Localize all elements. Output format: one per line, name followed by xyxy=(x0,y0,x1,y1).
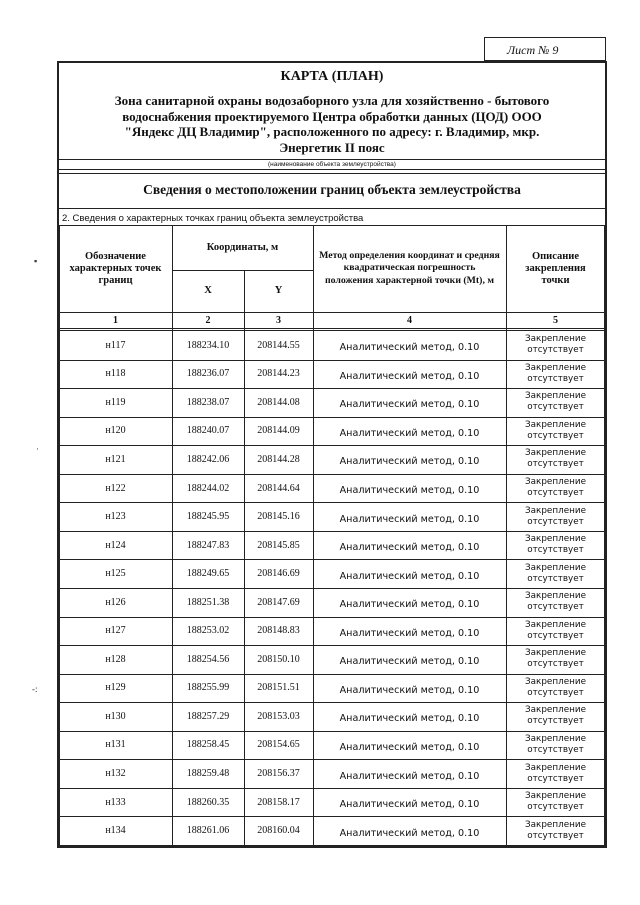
coord-x: 188259.48 xyxy=(186,768,230,780)
coord-y: 208150.10 xyxy=(257,653,300,665)
method-cell: Аналитический метод, 0.10 xyxy=(339,456,480,468)
method-cell: Аналитический метод, 0.10 xyxy=(339,542,480,554)
column-number: 5 xyxy=(553,315,558,326)
table-border xyxy=(172,270,313,271)
coord-y: 208153.03 xyxy=(257,710,300,722)
description-cell: Закрепление отсутствует xyxy=(524,791,586,813)
column-number: 2 xyxy=(205,315,211,326)
column-number: 1 xyxy=(113,315,118,326)
column-divider xyxy=(313,225,314,845)
document-title: КАРТА (ПЛАН) xyxy=(280,69,384,84)
description-cell: Закрепление отсутствует xyxy=(524,762,586,784)
scan-mark: -: xyxy=(32,684,38,694)
coord-y: 208160.04 xyxy=(257,825,300,837)
coord-x: 188260.35 xyxy=(186,796,230,808)
coord-y: 208158.17 xyxy=(257,796,300,808)
column-divider xyxy=(604,225,605,845)
point-id: н125 xyxy=(105,568,126,580)
coord-x: 188258.45 xyxy=(186,739,230,751)
column-divider xyxy=(59,225,60,845)
method-cell: Аналитический метод, 0.10 xyxy=(339,599,480,611)
coord-x: 188253.02 xyxy=(186,625,230,637)
subtitle-line: водоснабжения проектируемого Центра обработки данных (ЦОД) ООО xyxy=(122,108,542,124)
point-id: н134 xyxy=(105,825,126,837)
subtitle-line: Зона санитарной охраны водозаборного узла для хозяйственно - бытового xyxy=(114,93,550,108)
coord-y: 208145.85 xyxy=(257,539,300,551)
point-id: н119 xyxy=(105,396,126,408)
coord-y: 208156.37 xyxy=(257,768,300,780)
description-cell: Закрепление отсутствует xyxy=(524,362,586,384)
divider xyxy=(59,173,605,174)
coord-x: 188257.29 xyxy=(186,710,230,722)
divider xyxy=(59,208,605,209)
table-border xyxy=(59,225,605,226)
coord-x: 188238.07 xyxy=(186,396,230,408)
method-cell: Аналитический метод, 0.10 xyxy=(339,770,480,782)
section-subheading: 2. Сведения о характерных точках границ объекта землеустройства xyxy=(62,213,364,224)
method-cell: Аналитический метод, 0.10 xyxy=(339,399,480,411)
header-description: Описание закрепления точки xyxy=(525,250,586,286)
coord-x: 188247.83 xyxy=(186,539,230,551)
method-cell: Аналитический метод, 0.10 xyxy=(339,627,480,639)
coord-y: 208151.51 xyxy=(257,682,300,694)
description-cell: Закрепление отсутствует xyxy=(524,676,586,698)
coord-y: 208144.09 xyxy=(257,425,300,437)
divider xyxy=(59,169,605,170)
header-method: Метод определения координат и средняя квадратическая погрешность положения характерной точки (Mt), м xyxy=(319,249,500,286)
coord-y: 208154.65 xyxy=(257,739,300,751)
description-cell: Закрепление отсутствует xyxy=(524,648,586,670)
description-cell: Закрепление отсутствует xyxy=(524,505,586,527)
coord-y: 208148.83 xyxy=(257,625,300,637)
table-border xyxy=(59,312,605,313)
point-id: н117 xyxy=(105,339,126,351)
header-x: X xyxy=(204,285,212,296)
coord-x: 188255.99 xyxy=(186,682,230,694)
document-subtitle xyxy=(59,93,605,155)
method-cell: Аналитический метод, 0.10 xyxy=(339,370,480,382)
coord-x: 188236.07 xyxy=(186,368,230,380)
coord-x: 188245.95 xyxy=(186,511,230,523)
divider xyxy=(59,159,605,160)
method-cell: Аналитический метод, 0.10 xyxy=(339,799,480,811)
point-id: н128 xyxy=(105,653,126,665)
method-cell: Аналитический метод, 0.10 xyxy=(339,513,480,525)
point-id: н120 xyxy=(105,425,126,437)
coord-y: 208147.69 xyxy=(257,596,300,608)
point-id: н130 xyxy=(105,710,126,722)
method-cell: Аналитический метод, 0.10 xyxy=(339,570,480,582)
description-cell: Закрепление отсутствует xyxy=(524,591,586,613)
point-id: н123 xyxy=(105,511,126,523)
point-id: н121 xyxy=(105,453,126,465)
coord-x: 188234.10 xyxy=(186,339,230,351)
description-cell: Закрепление отсутствует xyxy=(524,562,586,584)
table-border xyxy=(59,328,605,329)
header-y: Y xyxy=(274,285,283,296)
description-cell: Закрепление отсутствует xyxy=(524,534,586,556)
description-cell: Закрепление отсутствует xyxy=(524,733,586,755)
point-id: н129 xyxy=(105,682,126,694)
coord-y: 208144.64 xyxy=(257,482,300,494)
point-id: н126 xyxy=(105,596,126,608)
point-id: н131 xyxy=(105,739,126,751)
row-divider xyxy=(59,845,605,846)
sheet-number: Лист № 9 xyxy=(507,43,559,57)
section-title: Сведения о местоположении границ объекта землеустройства xyxy=(143,182,521,197)
document-frame xyxy=(57,61,607,848)
coord-y: 208144.08 xyxy=(257,396,300,408)
coord-y: 208145.16 xyxy=(257,511,300,523)
description-cell: Закрепление отсутствует xyxy=(524,477,586,499)
coord-y: 208144.28 xyxy=(257,453,300,465)
point-id: н124 xyxy=(105,539,126,551)
sheet-number-box xyxy=(484,37,606,61)
method-cell: Аналитический метод, 0.10 xyxy=(339,827,480,839)
subtitle-line: "Яндекс ДЦ Владимир", расположенного по адресу: г. Владимир, мкр. xyxy=(124,124,540,139)
scan-mark: · xyxy=(36,444,39,454)
description-cell: Закрепление отсутствует xyxy=(524,705,586,727)
column-divider xyxy=(506,225,507,845)
method-cell: Аналитический метод, 0.10 xyxy=(339,656,480,668)
point-id: н127 xyxy=(105,625,126,637)
coord-x: 188251.38 xyxy=(186,596,230,608)
header-designation: Обозначение характерных точек границ xyxy=(69,250,162,286)
coord-y: 208146.69 xyxy=(257,568,300,580)
coord-x: 188249.65 xyxy=(186,568,230,580)
description-cell: Закрепление отсутствует xyxy=(524,419,586,441)
point-id: н118 xyxy=(105,368,126,380)
coord-y: 208144.55 xyxy=(257,339,300,351)
point-id: н122 xyxy=(105,482,126,494)
description-cell: Закрепление отсутствует xyxy=(524,334,586,356)
coord-y: 208144.23 xyxy=(257,368,300,380)
coord-x: 188244.02 xyxy=(186,482,230,494)
description-cell: Закрепление отсутствует xyxy=(524,619,586,641)
coord-x: 188240.07 xyxy=(186,425,230,437)
method-cell: Аналитический метод, 0.10 xyxy=(339,713,480,725)
column-number: 4 xyxy=(407,315,412,326)
coord-x: 188254.56 xyxy=(186,653,230,665)
method-cell: Аналитический метод, 0.10 xyxy=(339,485,480,497)
method-cell: Аналитический метод, 0.10 xyxy=(339,427,480,439)
method-cell: Аналитический метод, 0.10 xyxy=(339,741,480,753)
subtitle-line: Энергетик II пояс xyxy=(279,139,385,155)
header-coordinates: Координаты, м xyxy=(206,241,279,253)
description-cell: Закрепление отсутствует xyxy=(524,819,586,841)
method-cell: Аналитический метод, 0.10 xyxy=(339,684,480,696)
description-cell: Закрепление отсутствует xyxy=(524,448,586,470)
method-cell: Аналитический метод, 0.10 xyxy=(339,342,480,354)
point-id: н133 xyxy=(105,796,126,808)
object-caption: (наименование объекта землеустройства) xyxy=(268,161,396,168)
column-divider xyxy=(244,270,245,845)
point-id: н132 xyxy=(105,768,126,780)
description-cell: Закрепление отсутствует xyxy=(524,391,586,413)
coord-x: 188261.06 xyxy=(186,825,230,837)
column-divider xyxy=(172,225,173,845)
column-number: 3 xyxy=(276,315,281,326)
coord-x: 188242.06 xyxy=(186,453,230,465)
scan-mark: ▪ xyxy=(34,256,38,266)
